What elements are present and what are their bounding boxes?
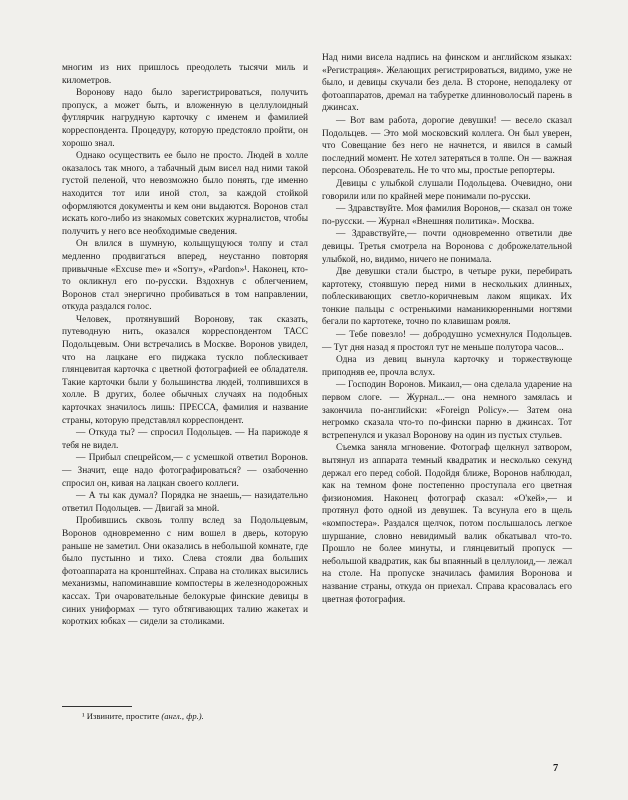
page-number: 7 <box>553 763 559 774</box>
paragraph: — А ты как думал? Порядка не знаешь,— назидательно ответил Подольцев. — Двигай за мной. <box>62 491 308 514</box>
footnote-marker: ¹ <box>82 711 85 721</box>
paragraph: Воронову надо было зарегистрироваться, получить пропуск, а может быть, и вложенную в целлулоидный футлярчик нагрудную карточку с именем и фамилией корреспондента. Процедуру, которую предстояло пройти, он хорошо знал. <box>62 88 308 149</box>
left-text-column <box>62 62 308 629</box>
paragraph: Над ними висела надпись на финском и английском языках: «Регистрация». Желающих регистрироваться, видимо, уже не было, и девицы скучали без дела. В стороне, неподалеку от фотоаппаратов, дремал на табуретке длинноволосый парень в джинсах. <box>322 53 572 114</box>
paragraph: Девицы с улыбкой слушали Подольцева. Очевидно, они говорили или по крайней мере понимали по-русски. <box>322 178 572 202</box>
paragraph: — Прибыл спецрейсом,— с усмешкой ответил Воронов.— Значит, еще надо фотографироваться? — озабоченно спросил он, кивая на лацкан своего коллеги. <box>62 453 308 489</box>
paragraph: Пробившись сквозь толпу вслед за Подольцевым, Воронов одновременно с ним вошел в дверь, которую раньше не заметил. Они оказались в небольшой комнате, где было пустынно и тихо. Слева стояли два больших фотоаппарата на кронштейнах. Справа на столиках высились механизмы, напоминавшие компостеры в железнодорожных кассах. Три очаровательные белокурые финские девицы в синих униформах — туго обтягивающих талию жакетах и коротких юбках — сидели за столиками. <box>62 516 308 628</box>
footnote-divider <box>62 706 132 707</box>
paragraph: Он влился в шумную, колыщущуюся толпу и стал медленно продвигаться вперед, неустанно повторяя привычные «Excuse me» и «Sorry», «Pardon»¹. Наконец, кто-то окликнул его по-русски. Вздохнув с облегчением, Воронов стал энергично пробиваться в том направлении, откуда раздался голос. <box>62 239 308 313</box>
paragraph: Однако осуществить ее было не просто. Людей в холле оказалось так много, а табачный дым висел над ними такой густой пеленой, что невозможно было понять, где именно находится тот или иной стол, за каждой стойкой оформляются документы и кем они выдаются. Воронов стал искать кого-либо из знакомых советских журналистов, чтобы получить у него все необходимые сведения. <box>62 151 308 237</box>
footnote-text: Извините, простите <box>86 711 160 721</box>
paragraph: — Вот вам работа, дорогие девушки! — весело сказал Подольцев. — Это мой московский коллега. Он был уверен, что Совещание без него не начнется, и явился в самый последний момент. Не хотел затеряться в толпе. Он — важная персона. Обозреватель. Не то что мы, простые репортеры. <box>322 115 572 177</box>
paragraph: Две девушки стали быстро, в четыре руки, перебирать картотеку, стоявшую перед ними в нескольких длинных, поблескивающих светло-коричневым лаком ящиках. Их тонкие пальцы с остренькими наманикюренными ногтями бегали по картотеке, точно по клавишам рояля. <box>322 267 572 328</box>
paragraph: многим из них пришлось преодолеть тысячи миль и километров. <box>62 63 308 86</box>
paragraph: Одна из девиц вынула карточку и торжествующе приподняв ее, прочла вслух. <box>322 355 572 378</box>
paragraph: — Откуда ты? — спросил Подольцев. — На парижоде я тебя не видел. <box>62 428 308 451</box>
footnote-source: (англ., фр.). <box>161 711 204 721</box>
paragraph: — Здравствуйте. Моя фамилия Воронов,— сказал он тоже по-русски. — Журнал «Внешняя политика». Москва. <box>322 204 572 227</box>
paragraph: Человек, протянувший Воронову, так сказать, путеводную нить, оказался корреспондентом ТАСС Подольцевым. Они встречались в Москве. Воронов увидел, что на лацкане его пиджака тускло поблескивает глянцевитая карточка с цветной фотографией ее обладателя. Такие карточки были у большинства людей, толпившихся в холле. В других, более обычных случаях на подобных карточках значилось лишь: ПРЕССА, фамилия и название страны, которую представлял корреспондент. <box>62 314 308 426</box>
right-text-column <box>322 52 572 606</box>
paragraph: Съемка заняла мгновение. Фотограф щелкнул затвором, вытянул из аппарата темный квадратик и несколько секунд держал его перед собой. Подойдя ближе, Воронов наблюдал, как на темном фоне постепенно проступала его цветная физиономия. Наконец фотограф сказал: «О'кей»,— и протянул фото одной из девушек. Та всунула его в щель «компостера». Раздался щелчок, потом послышалось легкое шуршание, словно невидимый валик обкатывал что-то. Прошло не более минуты, и глянцевитый пропуск — небольшой квадратик, как бы впаянный в целлулоид,— лежал на столе. На пропуске значилась фамилия Воронова и название страны, откуда он приехал. Справа красовалась его цветная фотография. <box>322 443 572 605</box>
paragraph: — Господин Воронов. Микаил,— она сделала ударение на первом слоге. — Журнал...— она немного замялась и закончила по-английски: «Foreign Policy».— Затем она негромко сказала что-то по-фински парню в джинсах. Тот встрепенулся и указал Воронову на один из пустых стульев. <box>322 380 572 441</box>
paragraph: — Тебе повезло! — добродушно усмехнулся Подольцев. — Тут дня назад я простоял тут не меньше полутора часов... <box>322 330 572 353</box>
footnote <box>82 711 312 722</box>
paragraph: — Здравствуйте,— почти одновременно ответили две девицы. Третья смотрела на Воронова с доброжелательной улыбкой, но, видимо, ничего не понимала. <box>322 229 572 265</box>
